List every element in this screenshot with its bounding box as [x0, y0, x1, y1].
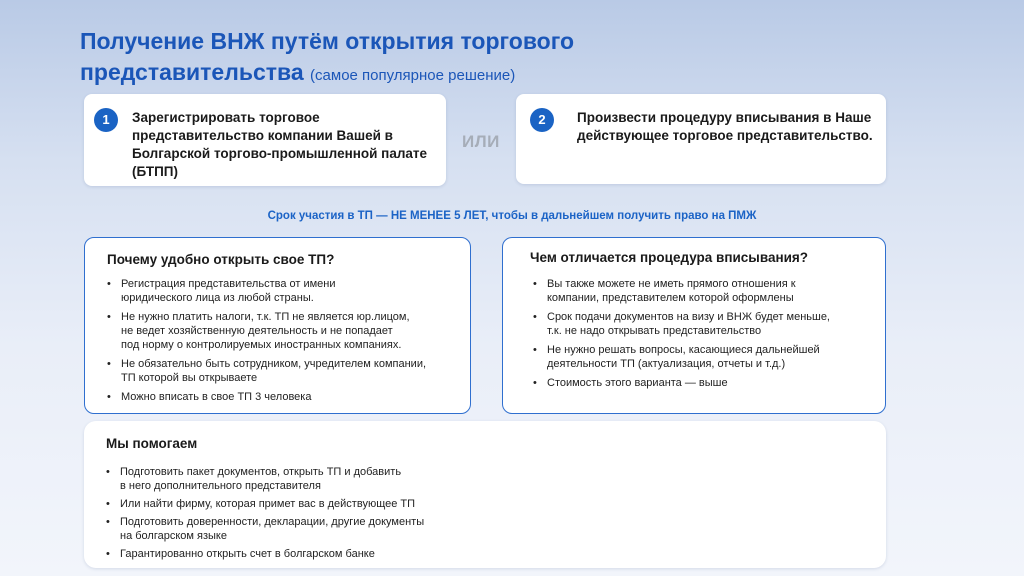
step-number-badge-2: 2	[530, 108, 554, 132]
why-list	[107, 277, 452, 409]
help-list-item: • Или найти фирму, которая примет вас в действующее ТП	[106, 497, 526, 511]
diff-list-item: • Стоимость этого варианта — выше	[533, 376, 873, 390]
step-text-2: Произвести процедуру вписывания в Наше действующее торговое представительство.	[577, 110, 873, 143]
why-list-item: • Не обязательно быть сотрудником, учредителем компании, ТП которой вы открываете	[107, 357, 452, 385]
title-line-1: Получение ВНЖ путём открытия торгового	[80, 28, 575, 54]
step-card-1	[84, 94, 446, 186]
help-list	[106, 465, 526, 565]
why-list-item: • Регистрация представительства от имени юридического лица из любой страны.	[107, 277, 452, 305]
title-line-2	[80, 57, 780, 91]
why-list-item: • Не нужно платить налоги, т.к. ТП не является юр.лицом, не ведет хозяйственную деятельность и не попадает под норму о контролируемых иностранных компаниях.	[107, 310, 452, 352]
title-subtitle: (самое популярное решение)	[310, 67, 516, 84]
help-card-title: Мы помогаем	[106, 436, 198, 451]
or-label: ИЛИ	[462, 132, 500, 151]
diff-list-item: • Не нужно решать вопросы, касающиеся дальнейшей деятельности ТП (актуализация, отчеты и т.д.)	[533, 343, 873, 371]
diff-list	[533, 277, 873, 395]
help-list-item: • Подготовить доверенности, декларации, другие документы на болгарском языке	[106, 515, 526, 543]
step-text-1: Зарегистрировать торговое представительство компании Вашей в Болгарской торгово-промышленной палате (БТПП)	[132, 110, 428, 179]
help-card	[84, 421, 886, 568]
help-list-item: • Подготовить пакет документов, открыть ТП и добавить в него дополнительного представителя	[106, 465, 526, 493]
diff-list-item: • Вы также можете не иметь прямого отношения к компании, представителем которой оформлены	[533, 277, 873, 305]
title-line-2-text: представительства	[80, 59, 304, 85]
step-number-badge-1: 1	[94, 108, 118, 132]
why-panel	[84, 237, 471, 414]
term-note: Срок участия в ТП — НЕ МЕНЕЕ 5 ЛЕТ, чтобы в дальнейшем получить право на ПМЖ	[267, 210, 757, 222]
diff-list-item: • Срок подачи документов на визу и ВНЖ будет меньше, т.к. не надо открывать представительство	[533, 310, 873, 338]
help-list-item: • Гарантированно открыть счет в болгарском банке	[106, 547, 526, 561]
diff-panel	[502, 237, 886, 414]
step-card-2	[516, 94, 886, 184]
why-list-item: • Можно вписать в свое ТП 3 человека	[107, 390, 452, 404]
diff-panel-title: Чем отличается процедура вписывания?	[530, 250, 809, 265]
page-title	[80, 26, 780, 91]
why-panel-title: Почему удобно открыть свое ТП?	[107, 252, 335, 267]
